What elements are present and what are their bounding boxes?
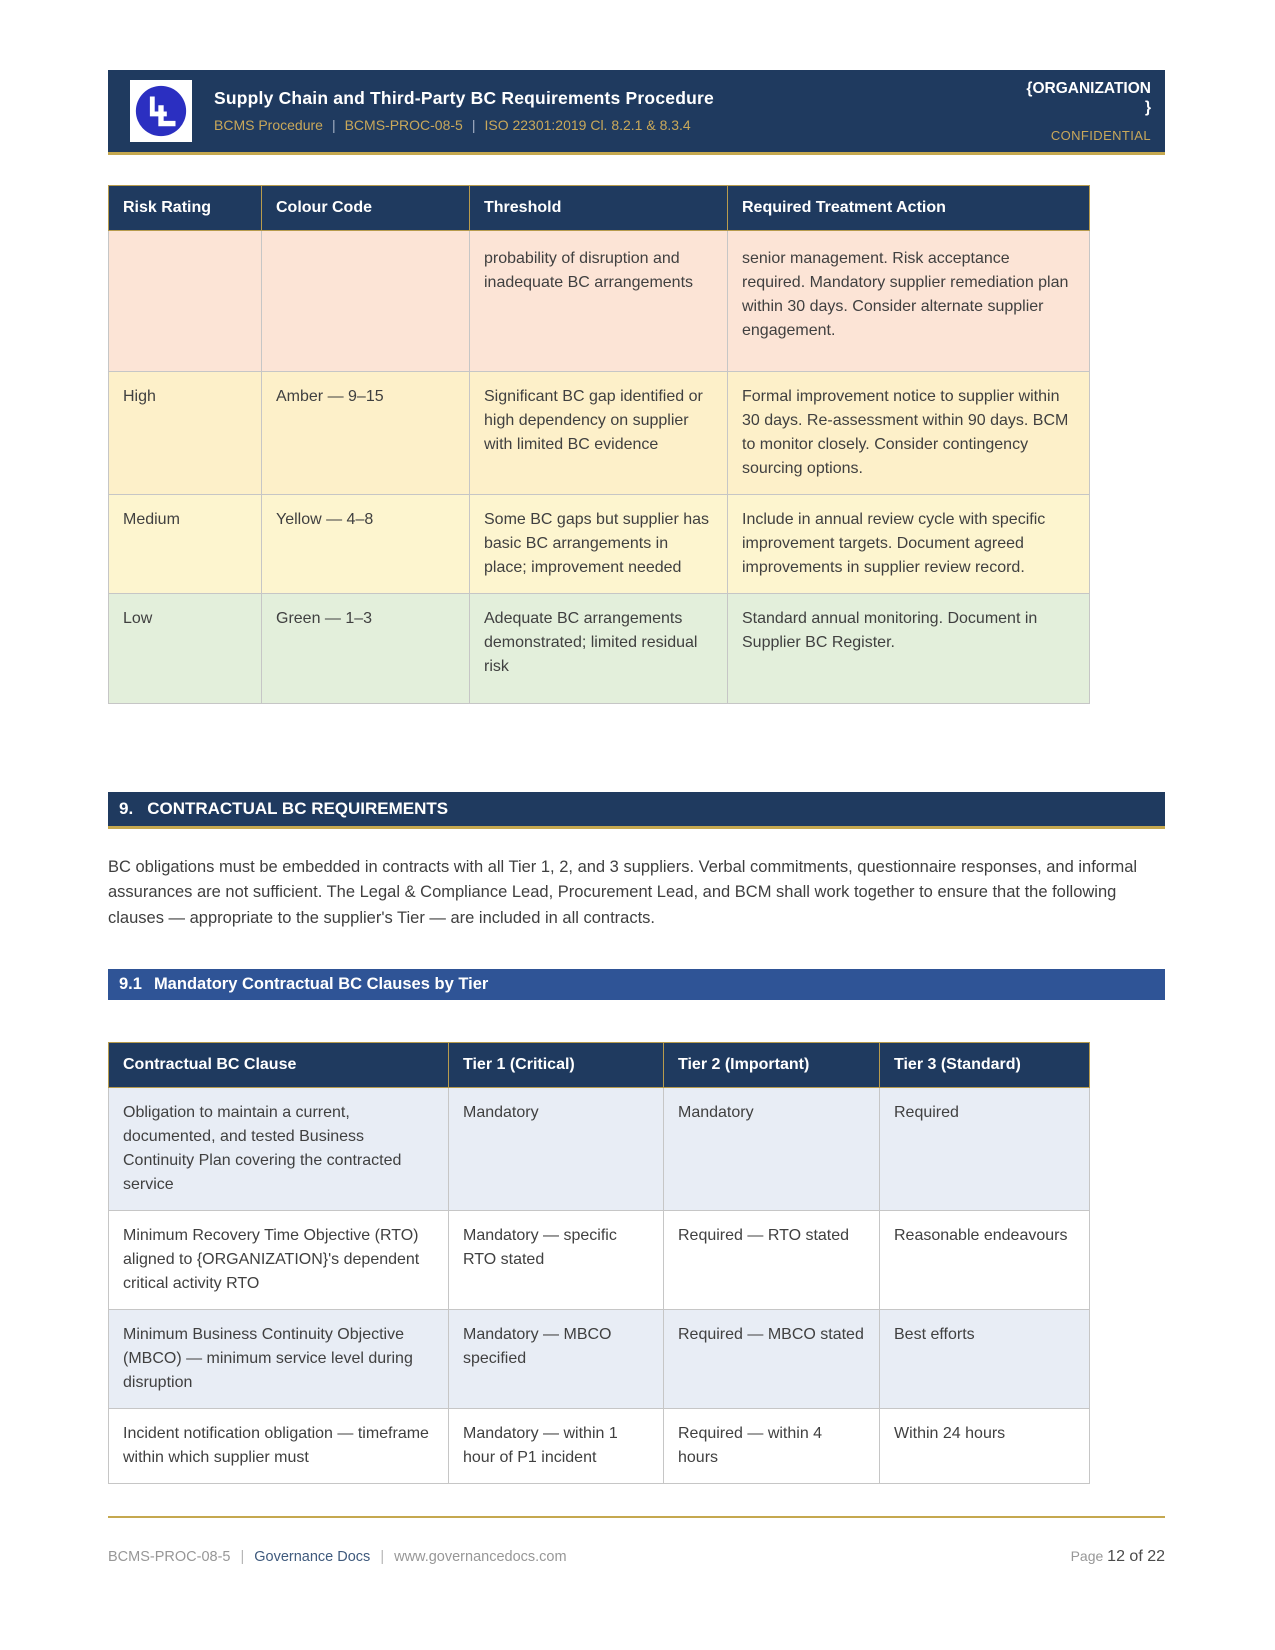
- threshold-cell: Some BC gaps but supplier has basic BC arrangements in place; improvement needed: [470, 494, 728, 593]
- contractual-clauses-table: [108, 1042, 1090, 1484]
- document-subtitle: [214, 117, 1001, 133]
- colour-code-cell: [262, 230, 470, 371]
- subtitle-iso-reference: ISO 22301:2019 Cl. 8.2.1 & 8.3.4: [484, 117, 691, 134]
- table-row-high: [109, 371, 1090, 494]
- risk-rating-cell: High: [109, 371, 262, 494]
- table-row-low: [109, 593, 1090, 703]
- tier3-cell: Within 24 hours: [880, 1409, 1090, 1484]
- treatment-action-cell: Standard annual monitoring. Document in Supplier BC Register.: [728, 593, 1090, 703]
- clause-table-header-row: [109, 1043, 1090, 1088]
- document-header: [108, 70, 1165, 155]
- header-right-block: [1001, 79, 1151, 143]
- logo-monogram-icon: [132, 82, 190, 140]
- risk-rating-table: [108, 185, 1090, 704]
- risk-rating-cell: Medium: [109, 494, 262, 593]
- tier1-cell: Mandatory: [449, 1088, 664, 1211]
- page-number: [1071, 1548, 1165, 1566]
- threshold-cell: Significant BC gap identified or high dependency on supplier with limited BC evidence: [470, 371, 728, 494]
- organization-label: [1001, 79, 1151, 118]
- table-row-medium: [109, 494, 1090, 593]
- page-number-value: 12 of 22: [1107, 1548, 1165, 1565]
- header-title-block: [192, 88, 1001, 133]
- company-logo: [130, 80, 192, 142]
- tier1-cell: Mandatory — specific RTO stated: [449, 1211, 664, 1310]
- tier2-cell: Required — MBCO stated: [664, 1310, 880, 1409]
- risk-rating-cell: Low: [109, 593, 262, 703]
- clause-cell: Incident notification obligation — timeframe within which supplier must: [109, 1409, 449, 1484]
- organization-label-line1: {ORGANIZATION: [1026, 80, 1151, 97]
- section-heading-9: [108, 792, 1165, 829]
- treatment-action-cell: Include in annual review cycle with specific improvement targets. Document agreed improvements in supplier review record.: [728, 494, 1090, 593]
- clause-cell: Obligation to maintain a current, documented, and tested Business Continuity Plan covering the contracted service: [109, 1088, 449, 1211]
- subtitle-doc-type: BCMS Procedure: [214, 117, 323, 134]
- subtitle-separator: |: [331, 117, 336, 134]
- column-header-tier3: Tier 3 (Standard): [880, 1043, 1090, 1088]
- column-header-tier2: Tier 2 (Important): [664, 1043, 880, 1088]
- column-header-colour-code: Colour Code: [262, 185, 470, 230]
- colour-code-cell: Green — 1–3: [262, 593, 470, 703]
- page-footer: [108, 1516, 1165, 1566]
- tier1-cell: Mandatory — MBCO specified: [449, 1310, 664, 1409]
- treatment-action-cell: Formal improvement notice to supplier within 30 days. Re-assessment within 90 days. BCM to monitor closely. Consider contingency sourcing options.: [728, 371, 1090, 494]
- section-9-paragraph: BC obligations must be embedded in contracts with all Tier 1, 2, and 3 suppliers. Verbal commitments, questionnaire responses, and informal assurances are not sufficient. The Legal & Compliance Lead, Procurement Lead, and BCM shall work together to ensure that the following clauses — appropriate to the supplier's Tier — are included in all contracts.: [108, 857, 1138, 927]
- column-header-tier1: Tier 1 (Critical): [449, 1043, 664, 1088]
- footer-separator: |: [380, 1549, 385, 1565]
- section-number: 9.: [119, 798, 134, 818]
- table-row-critical-continued: [109, 230, 1090, 371]
- page-number-label: Page: [1070, 1548, 1104, 1564]
- footer-brand: Governance Docs: [254, 1549, 371, 1565]
- subsection-heading-9-1: [108, 969, 1165, 1000]
- treatment-action-cell: senior management. Risk acceptance required. Mandatory supplier remediation plan within 30 days. Consider alternate supplier engagement.: [728, 230, 1090, 371]
- tier3-cell: Required: [880, 1088, 1090, 1211]
- document-title: Supply Chain and Third-Party BC Requirements Procedure: [214, 88, 714, 109]
- tier3-cell: Reasonable endeavours: [880, 1211, 1090, 1310]
- column-header-clause: Contractual BC Clause: [109, 1043, 449, 1088]
- colour-code-cell: Yellow — 4–8: [262, 494, 470, 593]
- risk-rating-cell: [109, 230, 262, 371]
- section-title: CONTRACTUAL BC REQUIREMENTS: [147, 798, 449, 818]
- subtitle-separator: |: [471, 117, 476, 134]
- column-header-treatment-action: Required Treatment Action: [728, 185, 1090, 230]
- tier2-cell: Required — within 4 hours: [664, 1409, 880, 1484]
- footer-url: www.governancedocs.com: [394, 1549, 567, 1565]
- footer-separator: |: [240, 1549, 245, 1565]
- threshold-cell: Adequate BC arrangements demonstrated; limited residual risk: [470, 593, 728, 703]
- confidential-badge: CONFIDENTIAL: [1050, 127, 1151, 143]
- tier2-cell: Required — RTO stated: [664, 1211, 880, 1310]
- footer-doc-id: BCMS-PROC-08-5: [108, 1549, 231, 1565]
- organization-label-line2: }: [1144, 99, 1151, 117]
- column-header-risk-rating: Risk Rating: [109, 185, 262, 230]
- clause-cell: Minimum Business Continuity Objective (MBCO) — minimum service level during disruption: [109, 1310, 449, 1409]
- subsection-number: 9.1: [119, 975, 142, 994]
- colour-code-cell: Amber — 9–15: [262, 371, 470, 494]
- risk-table-header-row: [109, 185, 1090, 230]
- tier2-cell: Mandatory: [664, 1088, 880, 1211]
- clause-cell: Minimum Recovery Time Objective (RTO) aligned to {ORGANIZATION}'s dependent critical activity RTO: [109, 1211, 449, 1310]
- subsection-title: Mandatory Contractual BC Clauses by Tier: [153, 975, 489, 994]
- table-row-mbco: [109, 1310, 1090, 1409]
- subtitle-doc-id: BCMS-PROC-08-5: [344, 117, 463, 134]
- footer-meta: [108, 1549, 567, 1565]
- tier3-cell: Best efforts: [880, 1310, 1090, 1409]
- column-header-threshold: Threshold: [470, 185, 728, 230]
- tier1-cell: Mandatory — within 1 hour of P1 incident: [449, 1409, 664, 1484]
- table-row-bc-plan: [109, 1088, 1090, 1211]
- threshold-cell: probability of disruption and inadequate BC arrangements: [470, 230, 728, 371]
- table-row-rto: [109, 1211, 1090, 1310]
- table-row-incident-notification: [109, 1409, 1090, 1484]
